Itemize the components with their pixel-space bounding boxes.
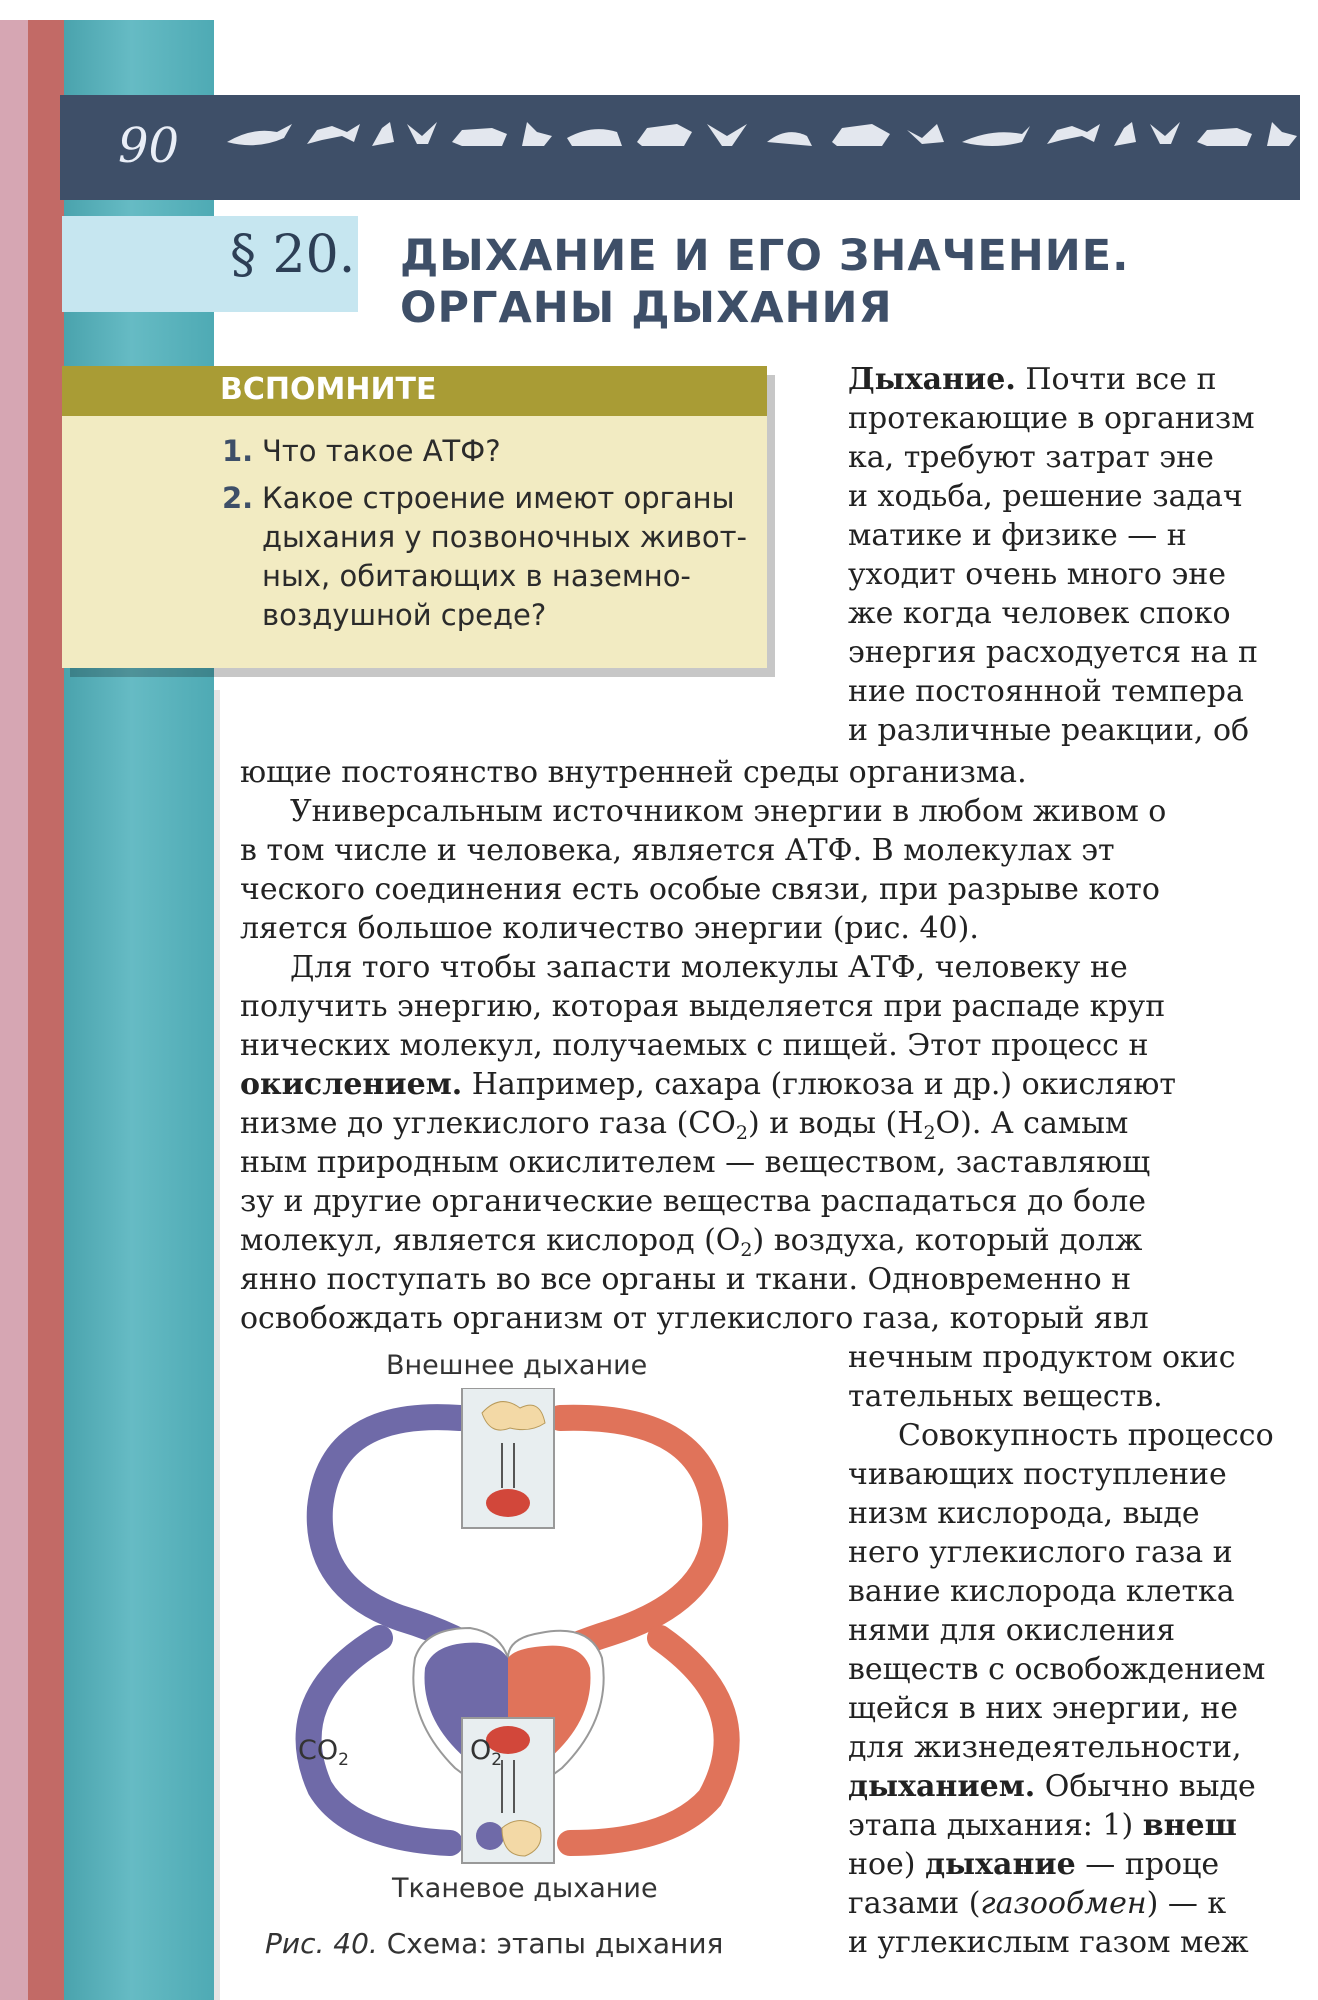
animal-silhouette xyxy=(307,124,360,144)
body-line: янно поступать во все органы и ткани. Одновременно н xyxy=(240,1262,1132,1297)
figure-label-o2: $O_2$ xyxy=(470,1735,503,1770)
body-line: ное) дыхание — проце xyxy=(848,1847,1220,1882)
question-line: ных, обитающих в наземно- xyxy=(262,559,691,593)
term-bold: дыханием. xyxy=(848,1769,1036,1804)
figure-caption xyxy=(265,1927,723,1960)
animal-silhouette xyxy=(637,124,692,146)
body-line: тательных веществ. xyxy=(848,1379,1163,1414)
body-line: нических молекул, получаемых с пищей. Этот процесс н xyxy=(240,1028,1149,1063)
body-line: энергия расходуется на п xyxy=(848,635,1258,670)
body-line: окислением. Например, сахара (глюкоза и др.) окисляют xyxy=(240,1067,1176,1102)
body-line: ние постоянной темпера xyxy=(848,674,1244,709)
animal-silhouette xyxy=(1197,128,1252,146)
term-bold: окислением. xyxy=(240,1067,463,1102)
body-line: Для того чтобы запасти молекулы АТФ, человеку не xyxy=(290,950,1128,985)
body-line: освобождать организм от углекислого газа, который явл xyxy=(240,1301,1149,1336)
body-line: низм кислорода, выде xyxy=(848,1496,1200,1531)
page-edge-shadow xyxy=(214,690,220,2000)
question-number: 1. xyxy=(222,434,254,468)
animal-silhouette xyxy=(1114,122,1136,146)
paragraph-number: § 20. xyxy=(230,225,356,285)
page-edge-teal xyxy=(64,20,214,2000)
subscript: 2 xyxy=(923,1122,936,1144)
body-line: этапа дыхания: 1) внеш xyxy=(848,1808,1237,1843)
animal-silhouette xyxy=(1047,124,1100,144)
remember-title: ВСПОМНИТЕ xyxy=(220,372,437,407)
remember-question-1 xyxy=(222,432,752,471)
question-text: Что такое АТФ? xyxy=(262,434,501,468)
body-line: нечным продуктом окис xyxy=(848,1340,1236,1375)
term-bold: внеш xyxy=(1142,1808,1237,1843)
body-line: же когда человек споко xyxy=(848,596,1231,631)
alveolus-box-top xyxy=(462,1388,554,1528)
term-bold: Дыхание. xyxy=(848,362,1016,397)
body-line: газами (газообмен) — к xyxy=(848,1886,1227,1921)
animal-silhouette xyxy=(832,124,890,146)
page-number: 90 xyxy=(118,118,180,174)
term-italic: газообмен xyxy=(980,1886,1147,1921)
animal-silhouette xyxy=(707,124,747,146)
paragraph-title-line-2: ОРГАНЫ ДЫХАНИЯ xyxy=(400,283,893,333)
body-line: низме до углекислого газа $(CO_2)$ и воды $(H_2O)$. А самым xyxy=(240,1106,1129,1144)
body-line: протекающие в организм xyxy=(848,401,1255,436)
body-line: веществ с освобождением xyxy=(848,1652,1266,1687)
animal-silhouette xyxy=(452,128,507,146)
page-edge-pink xyxy=(0,20,28,2000)
body-line: щейся в них энергии, не xyxy=(848,1691,1239,1726)
body-line: нями для окисления xyxy=(848,1613,1176,1648)
question-line: воздушной среде? xyxy=(262,598,547,632)
figure-caption-text: Схема: этапы дыхания xyxy=(377,1927,724,1960)
animal-silhouette xyxy=(1150,122,1180,144)
animal-silhouette xyxy=(962,126,1030,146)
body-line: для жизнедеятельности, xyxy=(848,1730,1242,1765)
body-line: уходит очень много эне xyxy=(848,557,1227,592)
body-line: и ходьба, решение задач xyxy=(848,479,1243,514)
body-line: матике и физике — н xyxy=(848,518,1187,553)
body-line: ческого соединения есть особые связи, при разрыве кото xyxy=(240,872,1160,907)
body-line: зу и другие органические вещества распадаться до боле xyxy=(240,1184,1147,1219)
paragraph-title-line-1: ДЫХАНИЕ И ЕГО ЗНАЧЕНИЕ. xyxy=(400,231,1130,281)
animal-silhouette xyxy=(227,124,292,145)
body-line: вание кислорода клетка xyxy=(848,1574,1235,1609)
animal-silhouette xyxy=(567,129,622,146)
figure-label-tissue-respiration: Тканевое дыхание xyxy=(392,1873,658,1904)
question-line: дыхания у позвоночных живот- xyxy=(262,520,747,554)
remember-question-2 xyxy=(222,479,752,635)
figure-label-external-respiration: Внешнее дыхание xyxy=(386,1350,648,1381)
animal-silhouette xyxy=(767,132,812,146)
body-line: ющие постоянство внутренней среды организма. xyxy=(240,755,1027,790)
animal-silhouette xyxy=(407,122,437,144)
page-edge-red xyxy=(28,20,64,2000)
body-line: него углекислого газа и xyxy=(848,1535,1233,1570)
body-line: в том числе и человека, является АТФ. В молекулах эт xyxy=(240,833,1115,868)
subscript: 2 xyxy=(735,1122,748,1144)
body-line: ляется большое количество энергии (рис. 40). xyxy=(240,911,979,946)
term-bold: дыхание xyxy=(925,1847,1076,1882)
figure-label-co2: $CO_2$ xyxy=(298,1735,349,1770)
subscript: 2 xyxy=(491,1750,503,1770)
figure-caption-number: Рис. 40. xyxy=(265,1927,378,1960)
body-line: дыханием. Обычно выде xyxy=(848,1769,1256,1804)
body-line: и углекислым газом меж xyxy=(848,1925,1249,1960)
body-line: получить энергию, которая выделяется при распаде круп xyxy=(240,989,1166,1024)
question-number: 2. xyxy=(222,481,254,515)
body-line: Дыхание. Почти все п xyxy=(848,362,1217,397)
paragraph-title xyxy=(400,230,1129,334)
body-line: Универсальным источником энергии в любом живом о xyxy=(290,794,1167,829)
subscript: 2 xyxy=(338,1750,349,1770)
body-line: Совокупность процессо xyxy=(898,1418,1274,1453)
body-line: ным природным окислителем — веществом, заставляющ xyxy=(240,1145,1151,1180)
animal-silhouette xyxy=(372,122,394,146)
body-line: чивающих поступление xyxy=(848,1457,1227,1492)
animal-silhouettes-decoration xyxy=(222,102,1318,160)
body-line: молекул, является кислород $(O_2)$ воздуха, который долж xyxy=(240,1223,1143,1261)
subscript: 2 xyxy=(740,1239,753,1261)
question-line: Какое строение имеют органы xyxy=(262,481,735,515)
animal-silhouette xyxy=(907,124,944,144)
animal-silhouette xyxy=(1267,122,1297,146)
respiration-scheme-diagram xyxy=(240,1388,800,1868)
body-line: ка, требуют затрат эне xyxy=(848,440,1214,475)
animal-silhouette xyxy=(522,122,552,146)
body-line: и различные реакции, об xyxy=(848,713,1250,748)
page-right-edge xyxy=(1300,0,1318,2000)
